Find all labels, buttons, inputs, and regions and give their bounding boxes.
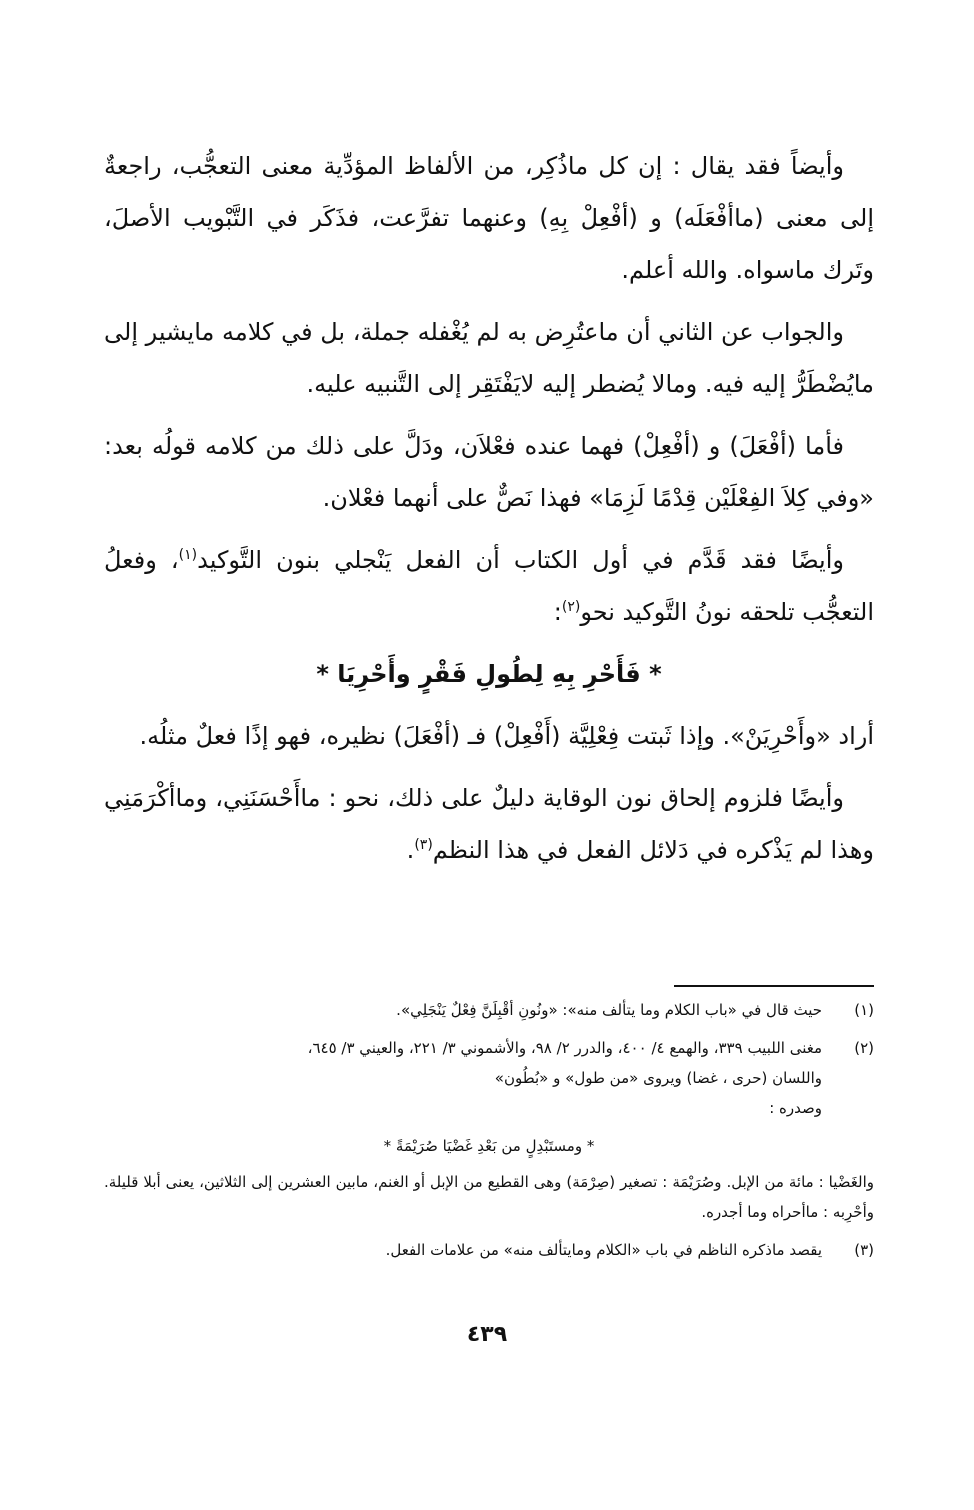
footnote-text: حيث قال في «باب الكلام وما يتألف منه»: «ونُونِ أقْبِلَنَّ فِعْلٌ يَنْجَلِي». [396,1001,822,1019]
footnote-verse: * ومستَبْدِلٍ من بَعْدِ غَضْيَا صُرَيْمَةً * [383,1137,595,1155]
footnote-number: (٣) [854,1241,874,1259]
paragraph-6-end: . [406,836,415,864]
footnotes [104,995,874,1273]
paragraph-4 [104,534,874,638]
footnote-1 [104,995,874,1025]
footnote-2-line-1: مغنى اللبيب ٣٣٩، والهمع ٤/ ٤٠٠، والدرر ٢/ ٩٨، والأشموني ٣/ ٢٢١، والعيني ٣/ ٦٤٥، [307,1039,822,1057]
footnote-ref-2: (٢) [561,599,581,615]
paragraph-6-text: وأيضًا فلزوم إلحاق نون الوقاية دليلٌ على ذلك، نحو : ماأَحْسَنَنِي، وماأكْرَمَنِي وهذا لم يَذْكره في دَلائل الفعل في هذا النظم [104,784,874,864]
footnote-number: (٢) [854,1039,874,1057]
footnote-3 [104,1235,874,1265]
footnote-divider [674,985,874,987]
paragraph-1: وأيضاً فقد يقال : إن كل ماذُكِر، من الألفاظ المؤدِّية معنى التعجُّب، راجعةٌ إلى معنى (ماأفْعَلَه) و (أفْعِلْ بِهِ) وعنهما تفرَّعت، فذَكَر في التَّبْويب الأصلَ، وتَرك ماسواه. والله أعلم. [104,152,874,284]
poetry-verse: * فَأَحْرِ بِهِ لِطُولِ فَقْرٍ وأَحْرِيَا * [316,660,662,688]
footnote-2-line-3: وصدره : [769,1099,822,1117]
page-number: ٤٣٩ [466,1322,508,1347]
paragraph-4-text: وأيضًا فقد قَدَّم في أول الكتاب أن الفعل يَنْجلي بنون التَّوكيد [197,546,844,574]
footnote-text [104,1033,822,1123]
footnote-ref-3: (٣) [414,837,433,853]
main-text [104,140,874,886]
paragraph-4-end: : [553,598,562,626]
footnote-2-line-2: واللسان (حرى ، غضا) ويروى «من طول» و «بُطُون» [494,1069,822,1087]
footnote-text: يقصد ماذكره الناظم في باب «الكلام ومايتألف منه» من علامات الفعل. [385,1241,822,1259]
paragraph-4-text-cont: ، وفعلُ التعجُّب تلحقه نونُ التَّوكيد نحو [104,546,874,626]
footnote-ref-1: (١) [178,547,198,563]
paragraph-3: فأما (أفْعَلَ) و (أفْعِلْ) فهما عنده فعْلاَن، ودَلَّ على ذلك من كلامه قولُه بعد: «وفي كِلاَ الفِعْلَيْن قِدْمًا لَزِمَا» فهذا نَصٌّ على أنهما فعْلان. [104,432,874,512]
footnote-number: (١) [854,1001,874,1019]
paragraph-5: أراد «وأَحْرِيَنْ». وإذا ثَبتت فِعْلِيَّة (أَفْعِلْ) فـ (أفْعَلَ) نظيره، فهو إذًا فعلٌ مثلُه. [139,722,874,750]
footnote-2 [104,1033,874,1123]
paragraph-2: والجواب عن الثاني أن ماعتُرِض به لم يُغْفله جملة، بل في كلامه مايشير إلى مايُضْطَرُّ إليه فيه. ومالا يُضطر إليه لايَفْتَقِر إلى التَّنبيه عليه. [104,318,874,398]
footnote-2-continuation: والغَضْيا : مائة من الإبل. وصُرَيْمَة : تصغير (صِرْمَة) وهى القطيع من الإبل أو الغنم، مابين العشرين إلى الثلاثين، يعنى أبلا قليلة. وأحْرِبه : ماأحراه وما أجدره. [104,1173,874,1221]
paragraph-6 [104,772,874,876]
